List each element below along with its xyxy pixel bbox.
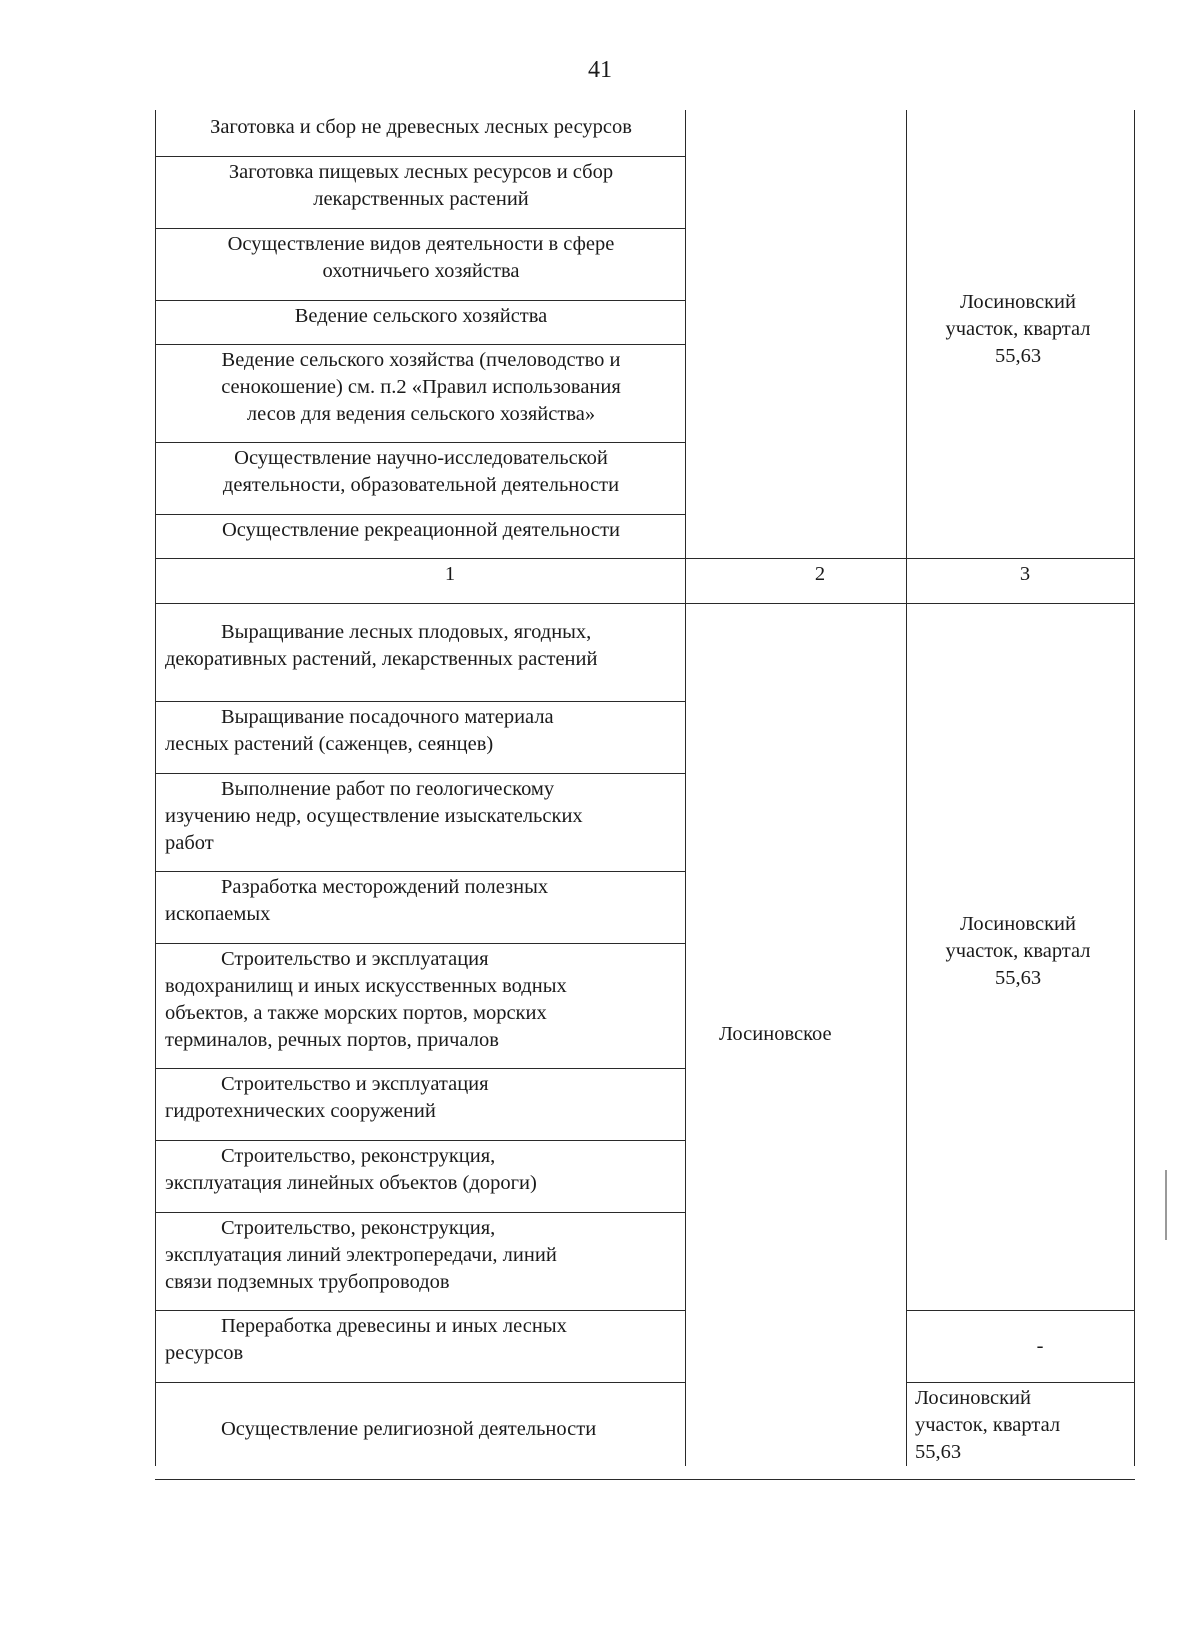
activity-cell: Осуществление научно-исследовательской деятельности, образовательной деятельности [222,447,620,496]
location-cell: Лосиновский участок, квартал 55,63 [915,1387,1061,1463]
activity-cell: Ведение сельского хозяйства (пчеловодство и сенокошение) см. п.2 «Правил использования лесов для ведения сельского хозяйства» [221,349,621,425]
header-row-top-border [155,558,1135,559]
location-cell-divider [906,1310,1135,1311]
activity-cell: Строительство и эксплуатация водохранилищ и иных искусственных водных объектов, а также морских портов, морских терминалов, речных портов, причалов [165,948,567,1051]
row-divider [155,871,686,872]
activity-cell: Осуществление видов деятельности в сфере охотничьего хозяйства [227,233,615,282]
table-border-left [155,110,156,1466]
activity-cell: Выращивание лесных плодовых, ягодных, декоративных растений, лекарственных растений [165,621,598,670]
activity-cell: Строительство, реконструкция, эксплуатация линейных объектов (дороги) [165,1145,537,1194]
activity-cell: Осуществление рекреационной деятельности [221,519,621,541]
row-divider [155,701,686,702]
row-divider [155,1212,686,1213]
row-divider [155,1310,686,1311]
activity-cell: Выполнение работ по геологическому изучению недр, осуществление изыскательских работ [165,778,583,854]
activity-cell: Переработка древесины и иных лесных ресурсов [165,1315,567,1364]
scan-artifact-mark [1165,1170,1167,1240]
column-number-2: 2 [814,563,826,585]
location-cell-dash: - [1036,1335,1044,1357]
activity-cell: Строительство и эксплуатация гидротехнических сооружений [165,1073,489,1122]
header-row-bottom-border [155,603,1135,604]
row-divider [155,1140,686,1141]
column-number-3: 3 [1019,563,1031,585]
activity-cell: Осуществление религиозной деятельности [221,1418,597,1440]
row-divider [155,943,686,944]
activity-cell: Строительство, реконструкция, эксплуатация линий электропередачи, линий связи подземных трубопроводов [165,1217,557,1293]
page-number: 41 [588,57,612,83]
row-divider [155,773,686,774]
location-cell: Лосиновский участок, квартал 55,63 [945,913,1091,989]
table-border-right [1134,110,1135,1466]
activity-cell: Ведение сельского хозяйства [294,305,548,327]
row-divider [155,344,686,345]
location-cell-divider [906,1382,1135,1383]
activity-cell: Заготовка и сбор не древесных лесных ресурсов [210,116,632,138]
table-border-bottom [155,1479,1135,1480]
activity-cell: Выращивание посадочного материала лесных растений (саженцев, сеянцев) [165,706,554,755]
column-divider-2-3 [906,110,907,1466]
row-divider [155,300,686,301]
row-divider [155,1068,686,1069]
location-cell: Лосиновский участок, квартал 55,63 [945,291,1091,367]
forestry-cell: Лосиновское [719,1023,832,1045]
row-divider [155,156,686,157]
row-divider [155,514,686,515]
row-divider [155,228,686,229]
column-divider-1-2 [685,110,686,1466]
column-number-1: 1 [444,563,456,585]
activity-cell: Заготовка пищевых лесных ресурсов и сбор лекарственных растений [228,161,614,210]
activity-cell: Разработка месторождений полезных ископаемых [165,876,549,925]
row-divider [155,442,686,443]
row-divider [155,1382,686,1383]
